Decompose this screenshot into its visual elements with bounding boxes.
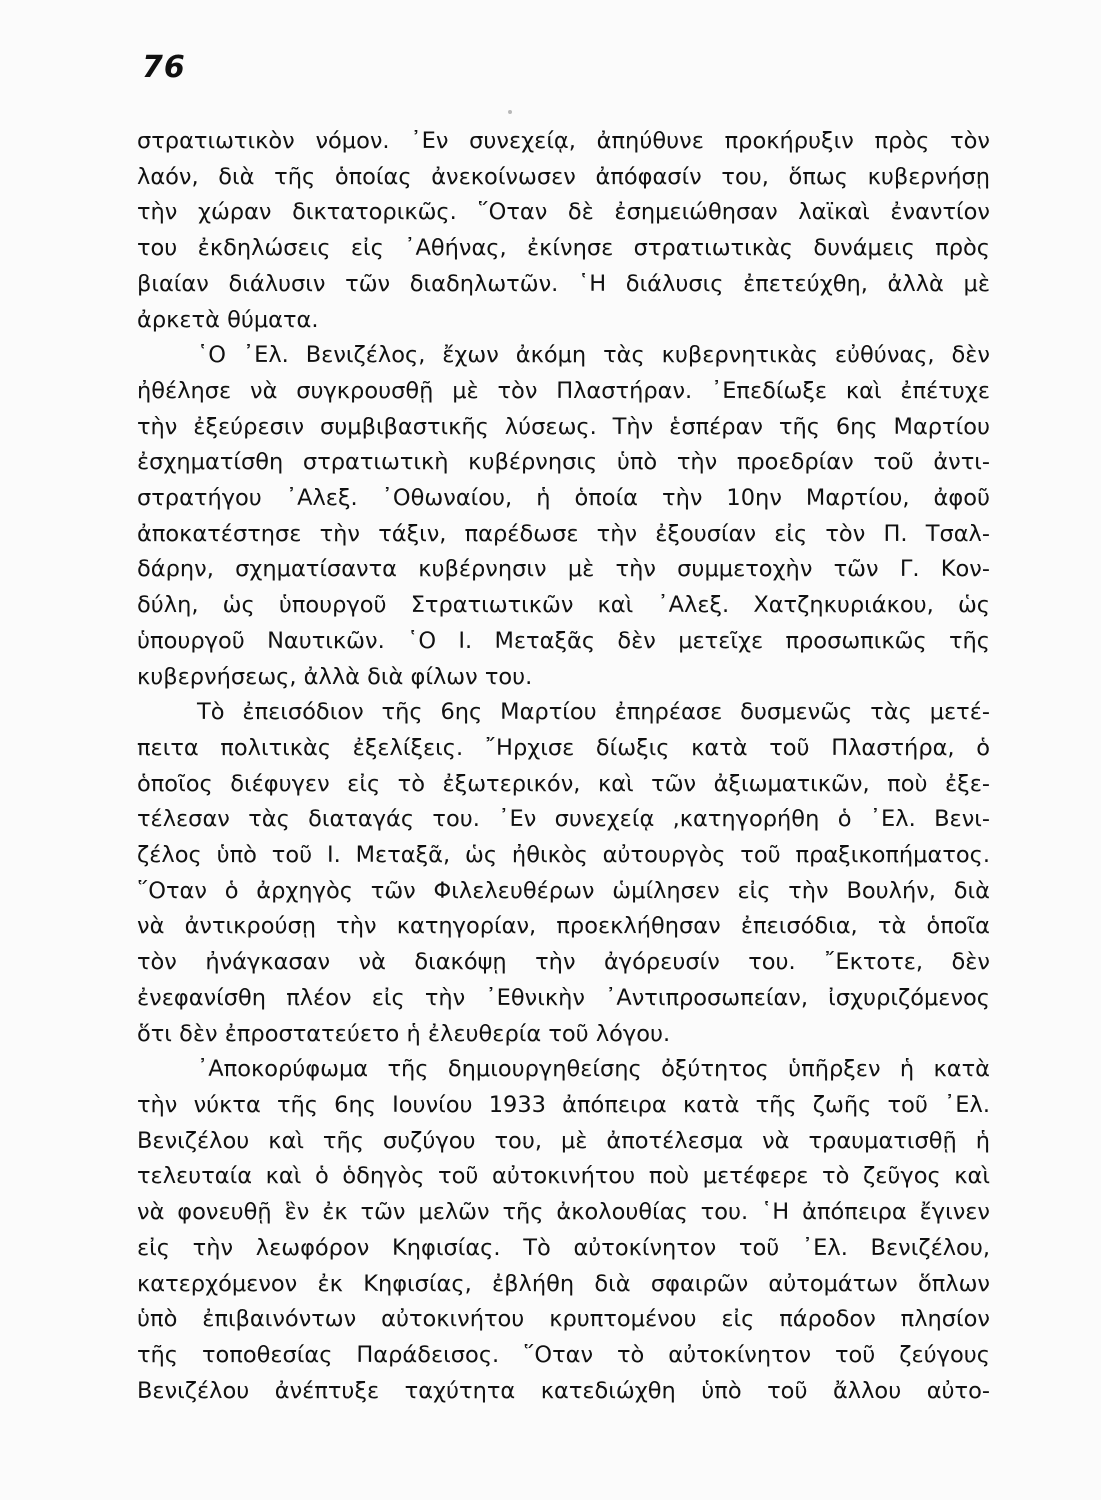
text-line: του ἐκδηλώσεις εἰς ᾿Αθήνας, ἐκίνησε στρατιωτικὰς δυνάμεις πρὸς — [137, 235, 990, 262]
text-line: νὰ φονευθῇ ἓν ἐκ τῶν μελῶν τῆς ἀκολουθίας του. ῾Η ἀπόπειρα ἔγινεν — [137, 1199, 990, 1226]
text-line: ᾿Αποκορύφωμα τῆς δημιουργηθείσης ὀξύτητος ὑπῆρξεν ἡ κατὰ — [197, 1056, 990, 1083]
text-line: στρατιωτικὸν νόμον. ᾿Εν συνεχείᾳ, ἀπηύθυνε προκήρυξιν πρὸς τὸν — [137, 128, 990, 154]
text-line: Βενιζέλου ἀνέπτυξε ταχύτητα κατεδιώχθη ὑπὸ τοῦ ἄλλου αὐτο- — [137, 1377, 990, 1404]
text-line: ὑπουργοῦ Ναυτικῶν. ῾Ο Ι. Μεταξᾶς δὲν μετεῖχε προσωπικῶς τῆς — [137, 627, 990, 654]
text-line: ἐσχηματίσθη στρατιωτικὴ κυβέρνησις ὑπὸ τὴν προεδρίαν τοῦ ἀντι- — [137, 449, 990, 476]
text-line: τὴν ἐξεύρεσιν συμβιβαστικῆς λύσεως. Τὴν ἑσπέραν τῆς 6ης Μαρτίου — [137, 413, 990, 440]
text-line: δύλη, ὡς ὑπουργοῦ Στρατιωτικῶν καὶ ᾿Αλεξ. Χατζηκυριάκου, ὡς — [137, 592, 990, 619]
text-line: ὑπὸ ἐπιβαινόντων αὐτοκινήτου κρυπτομένου εἰς πάροδον πλησίον — [137, 1306, 990, 1333]
body-text — [137, 124, 990, 1409]
text-line: ὅτι δὲν ἐπροστατεύετο ἡ ἐλευθερία τοῦ λόγου. — [137, 1020, 671, 1047]
text-line: τὸν ἠνάγκασαν νὰ διακόψῃ τὴν ἀγόρευσίν του. ῎Εκτοτε, δὲν — [137, 949, 990, 976]
text-line: στρατήγου ᾿Αλεξ. ᾿Οθωναίου, ἡ ὁποία τὴν 10ην Μαρτίου, ἀφοῦ — [137, 485, 990, 512]
print-speck — [508, 110, 512, 114]
text-line: τῆς τοποθεσίας Παράδεισος. ῞Οταν τὸ αὐτοκίνητον τοῦ ζεύγους — [137, 1341, 990, 1368]
text-line: λαόν, διὰ τῆς ὁποίας ἀνεκοίνωσεν ἀπόφασίν του, ὅπως κυβερνήσῃ — [137, 163, 990, 190]
text-line: τέλεσαν τὰς διαταγάς του. ᾿Εν συνεχείᾳ ,κατηγορήθη ὁ ᾿Ελ. Βενι- — [137, 806, 990, 833]
text-line: ὁποῖος διέφυγεν εἰς τὸ ἐξωτερικόν, καὶ τῶν ἀξιωματικῶν, ποὺ ἐξε- — [137, 770, 990, 797]
text-line: βιαίαν διάλυσιν τῶν διαδηλωτῶν. ῾Η διάλυσις ἐπετεύχθη, ἀλλὰ μὲ — [137, 270, 990, 297]
text-line: εἰς τὴν λεωφόρον Κηφισίας. Τὸ αὐτοκίνητον τοῦ ᾿Ελ. Βενιζέλου, — [137, 1234, 990, 1261]
page-number: 76 — [142, 50, 186, 85]
text-line: δάρην, σχηματίσαντα κυβέρνησιν μὲ τὴν συμμετοχὴν τῶν Γ. Κον- — [137, 556, 990, 583]
text-line: πειτα πολιτικὰς ἐξελίξεις. ῎Ηρχισε δίωξις κατὰ τοῦ Πλαστήρα, ὁ — [137, 734, 990, 761]
text-line: τελευταία καὶ ὁ ὁδηγὸς τοῦ αὐτοκινήτου ποὺ μετέφερε τὸ ζεῦγος καὶ — [137, 1163, 990, 1190]
text-line: ῾Ο ᾿Ελ. Βενιζέλος, ἔχων ἀκόμη τὰς κυβερνητικὰς εὐθύνας, δὲν — [197, 342, 990, 369]
text-line: ζέλος ὑπὸ τοῦ Ι. Μεταξᾶ, ὡς ἠθικὸς αὐτουργὸς τοῦ πραξικοπήματος. — [137, 842, 990, 869]
text-line: ἠθέλησε νὰ συγκρουσθῇ μὲ τὸν Πλαστήραν. ᾿Επεδίωξε καὶ ἐπέτυχε — [137, 377, 990, 404]
text-line: τὴν νύκτα τῆς 6ης Ιουνίου 1933 ἀπόπειρα κατὰ τῆς ζωῆς τοῦ ᾿Ελ. — [137, 1091, 990, 1118]
text-line: κατερχόμενον ἐκ Κηφισίας, ἐβλήθη διὰ σφαιρῶν αὐτομάτων ὅπλων — [137, 1270, 990, 1297]
paragraph — [137, 338, 990, 695]
text-line: Τὸ ἐπεισόδιον τῆς 6ης Μαρτίου ἐπηρέασε δυσμενῶς τὰς μετέ- — [197, 699, 990, 726]
text-line: ῞Οταν ὁ ἀρχηγὸς τῶν Φιλελευθέρων ὡμίλησεν εἰς τὴν Βουλήν, διὰ — [137, 877, 990, 904]
paragraph — [137, 1052, 990, 1409]
text-line: κυβερνήσεως, ἀλλὰ διὰ φίλων του. — [137, 663, 533, 690]
text-line: ἀρκετὰ θύματα. — [137, 306, 319, 333]
text-line: ἐνεφανίσθη πλέον εἰς τὴν ᾿Εθνικὴν ᾿Αντιπροσωπείαν, ἰσχυριζόμενος — [137, 984, 990, 1011]
paragraph — [137, 695, 990, 1052]
text-line: ἀποκατέστησε τὴν τάξιν, παρέδωσε τὴν ἐξουσίαν εἰς τὸν Π. Τσαλ- — [137, 520, 990, 547]
text-line: Βενιζέλου καὶ τῆς συζύγου του, μὲ ἀποτέλεσμα νὰ τραυματισθῇ ἡ — [137, 1127, 990, 1154]
text-line: νὰ ἀντικρούσῃ τὴν κατηγορίαν, προεκλήθησαν ἐπεισόδια, τὰ ὁποῖα — [137, 913, 990, 940]
paragraph — [137, 124, 990, 338]
text-line: τὴν χώραν δικτατορικῶς. ῞Οταν δὲ ἐσημειώθησαν λαϊκαὶ ἐναντίον — [137, 199, 990, 226]
